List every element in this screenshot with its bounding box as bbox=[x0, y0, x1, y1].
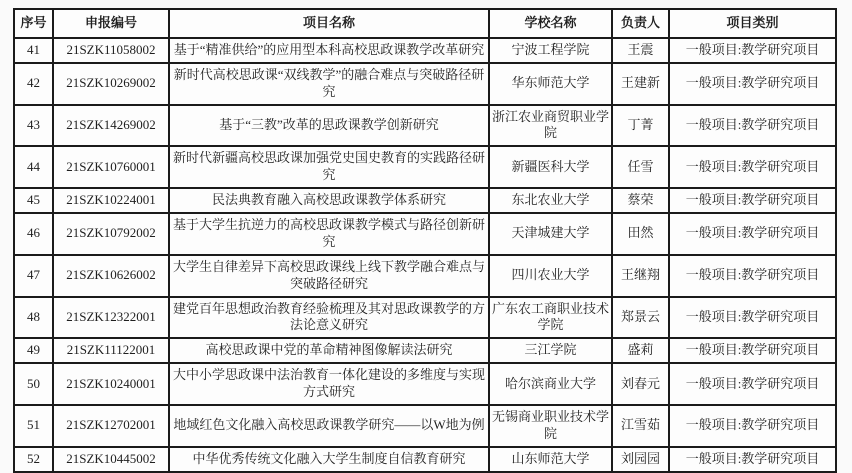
cell-code: 21SZK10269002 bbox=[53, 63, 169, 105]
cell-leader: 盛莉 bbox=[612, 338, 669, 363]
cell-school: 宁波工程学院 bbox=[489, 38, 612, 63]
cell-leader: 郑景云 bbox=[612, 297, 669, 339]
cell-code: 21SZK11122001 bbox=[53, 338, 169, 363]
table-body bbox=[14, 38, 836, 472]
cell-seq: 46 bbox=[14, 213, 53, 255]
cell-category: 一般项目:教学研究项目 bbox=[669, 255, 836, 297]
column-header-title: 项目名称 bbox=[169, 9, 489, 38]
document-page bbox=[13, 8, 837, 473]
cell-seq: 45 bbox=[14, 188, 53, 213]
cell-code: 21SZK10240001 bbox=[53, 363, 169, 405]
cell-title: 建党百年思想政治教育经验梳理及其对思政课教学的方法论意义研究 bbox=[169, 297, 489, 339]
table-row bbox=[14, 297, 836, 339]
cell-leader: 王震 bbox=[612, 38, 669, 63]
cell-title: 新时代新疆高校思政课加强党史国史教育的实践路径研究 bbox=[169, 146, 489, 188]
cell-school: 浙江农业商贸职业学院 bbox=[489, 105, 612, 147]
cell-category: 一般项目:教学研究项目 bbox=[669, 146, 836, 188]
cell-leader: 刘园园 bbox=[612, 447, 669, 472]
column-header-seq: 序号 bbox=[14, 9, 53, 38]
cell-code: 21SZK12322001 bbox=[53, 297, 169, 339]
cell-school: 东北农业大学 bbox=[489, 188, 612, 213]
table-row bbox=[14, 188, 836, 213]
cell-leader: 王继翔 bbox=[612, 255, 669, 297]
cell-title: 新时代高校思政课“双线教学”的融合难点与突破路径研究 bbox=[169, 63, 489, 105]
cell-school: 华东师范大学 bbox=[489, 63, 612, 105]
column-header-code: 申报编号 bbox=[53, 9, 169, 38]
table-row bbox=[14, 63, 836, 105]
cell-school: 新疆医科大学 bbox=[489, 146, 612, 188]
cell-category: 一般项目:教学研究项目 bbox=[669, 297, 836, 339]
cell-category: 一般项目:教学研究项目 bbox=[669, 338, 836, 363]
cell-category: 一般项目:教学研究项目 bbox=[669, 405, 836, 447]
cell-title: 民法典教育融入高校思政课教学体系研究 bbox=[169, 188, 489, 213]
projects-table bbox=[13, 8, 837, 473]
cell-leader: 田然 bbox=[612, 213, 669, 255]
cell-category: 一般项目:教学研究项目 bbox=[669, 447, 836, 472]
cell-code: 21SZK14269002 bbox=[53, 105, 169, 147]
table-header-row bbox=[14, 9, 836, 38]
column-header-leader: 负责人 bbox=[612, 9, 669, 38]
table-row bbox=[14, 213, 836, 255]
column-header-school: 学校名称 bbox=[489, 9, 612, 38]
cell-title: 高校思政课中党的革命精神图像解读法研究 bbox=[169, 338, 489, 363]
cell-code: 21SZK12702001 bbox=[53, 405, 169, 447]
cell-category: 一般项目:教学研究项目 bbox=[669, 38, 836, 63]
cell-title: 大中小学思政课中法治教育一体化建设的多维度与实现方式研究 bbox=[169, 363, 489, 405]
cell-seq: 42 bbox=[14, 63, 53, 105]
cell-title: 中华优秀传统文化融入大学生制度自信教育研究 bbox=[169, 447, 489, 472]
cell-seq: 41 bbox=[14, 38, 53, 63]
cell-school: 无锡商业职业技术学院 bbox=[489, 405, 612, 447]
cell-seq: 52 bbox=[14, 447, 53, 472]
cell-title: 地域红色文化融入高校思政课教学研究——以W地为例 bbox=[169, 405, 489, 447]
table-row bbox=[14, 363, 836, 405]
cell-leader: 刘春元 bbox=[612, 363, 669, 405]
cell-school: 哈尔滨商业大学 bbox=[489, 363, 612, 405]
cell-school: 山东师范大学 bbox=[489, 447, 612, 472]
cell-category: 一般项目:教学研究项目 bbox=[669, 363, 836, 405]
cell-code: 21SZK10760001 bbox=[53, 146, 169, 188]
cell-seq: 47 bbox=[14, 255, 53, 297]
cell-code: 21SZK10792002 bbox=[53, 213, 169, 255]
cell-seq: 49 bbox=[14, 338, 53, 363]
cell-leader: 丁菁 bbox=[612, 105, 669, 147]
cell-code: 21SZK11058002 bbox=[53, 38, 169, 63]
cell-title: 基于“三教”改革的思政课教学创新研究 bbox=[169, 105, 489, 147]
cell-category: 一般项目:教学研究项目 bbox=[669, 213, 836, 255]
table-row bbox=[14, 447, 836, 472]
cell-seq: 51 bbox=[14, 405, 53, 447]
cell-seq: 43 bbox=[14, 105, 53, 147]
cell-leader: 蔡荣 bbox=[612, 188, 669, 213]
cell-leader: 江雪茹 bbox=[612, 405, 669, 447]
cell-school: 三江学院 bbox=[489, 338, 612, 363]
cell-category: 一般项目:教学研究项目 bbox=[669, 63, 836, 105]
cell-school: 广东农工商职业技术学院 bbox=[489, 297, 612, 339]
cell-code: 21SZK10626002 bbox=[53, 255, 169, 297]
cell-seq: 48 bbox=[14, 297, 53, 339]
cell-school: 四川农业大学 bbox=[489, 255, 612, 297]
cell-title: 基于“精准供给”的应用型本科高校思政课教学改革研究 bbox=[169, 38, 489, 63]
table-row bbox=[14, 38, 836, 63]
cell-seq: 50 bbox=[14, 363, 53, 405]
cell-leader: 王建新 bbox=[612, 63, 669, 105]
cell-leader: 任雪 bbox=[612, 146, 669, 188]
cell-school: 天津城建大学 bbox=[489, 213, 612, 255]
table-row bbox=[14, 146, 836, 188]
table-row bbox=[14, 338, 836, 363]
cell-category: 一般项目:教学研究项目 bbox=[669, 105, 836, 147]
table-row bbox=[14, 105, 836, 147]
cell-code: 21SZK10224001 bbox=[53, 188, 169, 213]
table-row bbox=[14, 255, 836, 297]
table-row bbox=[14, 405, 836, 447]
cell-category: 一般项目:教学研究项目 bbox=[669, 188, 836, 213]
column-header-category: 项目类别 bbox=[669, 9, 836, 38]
cell-seq: 44 bbox=[14, 146, 53, 188]
cell-code: 21SZK10445002 bbox=[53, 447, 169, 472]
cell-title: 大学生自律差异下高校思政课线上线下教学融合难点与突破路径研究 bbox=[169, 255, 489, 297]
cell-title: 基于大学生抗逆力的高校思政课教学模式与路径创新研究 bbox=[169, 213, 489, 255]
